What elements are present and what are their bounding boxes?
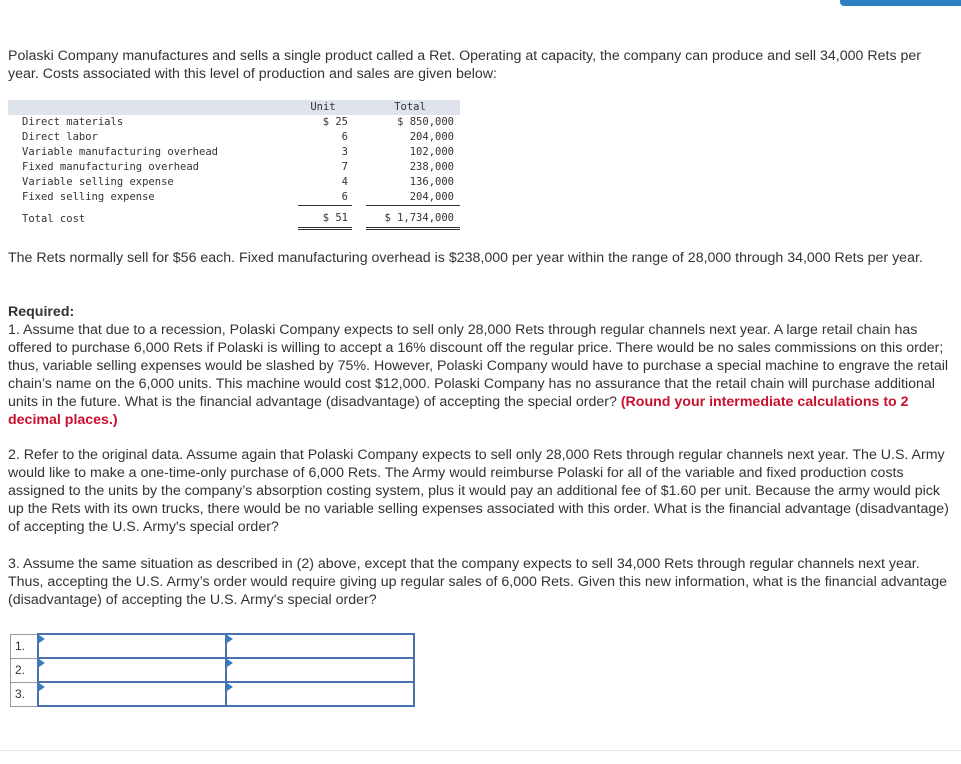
row-label: Direct labor [22,131,98,143]
row-unit: 6 [341,131,348,143]
answer-2-label-input[interactable] [38,658,226,682]
answer-3-label-input[interactable] [38,682,226,706]
answer-1-label-input[interactable] [38,634,226,658]
header-total: Total [366,100,460,115]
dropdown-marker-icon [227,683,233,691]
divider [0,750,961,751]
row-total: 136,000 [409,176,454,188]
question-1-text: 1. Assume that due to a recession, Polaski Company expects to sell only 28,000 Rets through regular channels next year. A large retail chain has offered to purchase 6,000 Rets if Polaski is willing to accept a 16% discount off the regular price. There would be no sales commissions on this order; thus, variable selling expenses would be slashed by 75%. However, Polaski Company would have to purchase a special machine to engrave the retail chain’s name on the 6,000 units. This machine would cost $12,000. Polaski Company has no assurance that the retail chain will purchase additional units in the future. What is the financial advantage (disadvantage) of accepting the special order? [8,322,949,410]
row-label: Direct materials [22,116,124,128]
table-row [8,175,460,190]
dropdown-marker-icon [227,635,233,643]
question-3: 3. Assume the same situation as described in (2) above, except that the company expects to sell 34,000 Rets through regular channels next year. Thus, accepting the U.S. Army’s order would require giving up regular sales of 6,000 Rets. Given this new information, what is the financial advantage (disadvantage) of accepting the U.S. Army's special order? [8,556,947,608]
row-unit: 6 [298,190,352,206]
row-label: Variable selling expense [22,176,174,188]
row-unit: 3 [341,146,348,158]
answer-3-amount-input[interactable] [226,682,414,706]
dropdown-marker-icon [39,635,45,643]
total-total: $ 1,734,000 [366,206,460,229]
required-label: Required: [8,304,75,320]
cost-table-header [8,100,460,115]
dropdown-marker-icon [39,659,45,667]
answer-number: 1. [11,634,39,658]
row-total: 102,000 [409,146,454,158]
row-label: Fixed manufacturing overhead [22,161,200,173]
header-gap [352,100,366,115]
total-row [8,206,460,229]
row-unit: $ 25 [322,116,348,128]
row-total: $ 850,000 [397,116,454,128]
table-row [8,115,460,130]
table-row [8,130,460,145]
header-blank [8,100,298,115]
row-total: 238,000 [409,161,454,173]
table-row [8,160,460,175]
intro-text: Polaski Company manufactures and sells a single product called a Ret. Operating at capacity, the company can produce and sell 34,000 Rets per year. Costs associated with this level of production and sales are given below: [8,48,921,82]
question-1-note: (Round your intermediate calculations to 2 decimal places.) [8,394,909,428]
total-unit: $ 51 [298,206,352,229]
cost-table [8,100,460,230]
row-unit: 7 [341,161,348,173]
question-2: 2. Refer to the original data. Assume again that Polaski Company expects to sell only 28,000 Rets through regular channels next year. The U.S. Army would like to make a one-time-only purchase of 6,000 Rets. The Army would reimburse Polaski for all of the variable and fixed production costs assigned to the units by the company’s absorption costing system, plus it would pay an additional fee of $1.60 per unit. Because the army would pick up the Rets with its own trucks, there would be no variable selling expenses associated with this order. What is the financial advantage (disadvantage) of accepting the U.S. Army's special order? [8,447,949,535]
answer-number: 2. [11,658,39,682]
total-label: Total cost [22,212,86,225]
table-row [8,190,460,206]
dropdown-marker-icon [227,659,233,667]
question-1 [8,321,953,429]
answer-grid [10,633,415,707]
top-tab-button[interactable] [840,0,961,6]
answer-row-3 [11,682,415,706]
answer-number: 3. [11,682,39,706]
answer-1-amount-input[interactable] [226,634,414,658]
normal-price-text: The Rets normally sell for $56 each. Fixed manufacturing overhead is $238,000 per year within the range of 28,000 through 34,000 Rets per year. [8,250,923,266]
row-label: Variable manufacturing overhead [22,146,218,158]
row-total: 204,000 [409,131,454,143]
row-label: Fixed selling expense [22,191,155,204]
answer-row-2 [11,658,415,682]
header-unit: Unit [298,100,352,115]
row-total: 204,000 [366,190,460,206]
table-row [8,145,460,160]
answer-2-amount-input[interactable] [226,658,414,682]
dropdown-marker-icon [39,683,45,691]
answer-row-1 [11,634,415,658]
row-unit: 4 [341,176,348,188]
